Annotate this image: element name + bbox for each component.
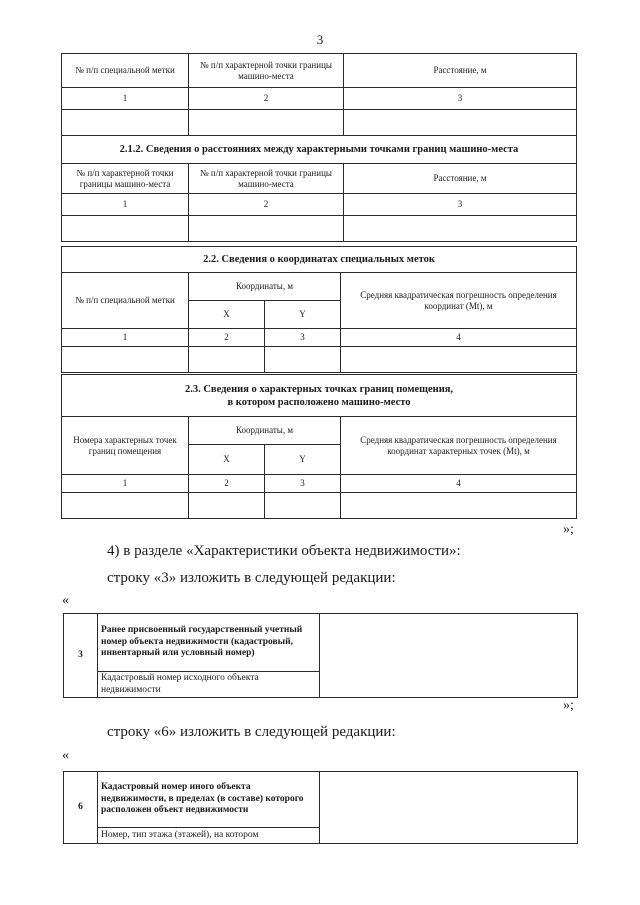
header-special-mark: № п/п специальной метки xyxy=(62,54,189,88)
header-special-mark: № п/п специальной метки xyxy=(62,273,189,329)
col-number: 2 xyxy=(189,194,344,216)
col-number: 3 xyxy=(344,194,577,216)
paragraph-row-3: строку «3» изложить в следующей редакции: xyxy=(107,570,396,586)
opening-quote: « xyxy=(62,748,69,763)
row-number: 3 xyxy=(64,614,98,698)
section-title-2-3 xyxy=(62,375,577,417)
empty-cell xyxy=(265,493,341,519)
header-distance: Расстояние, м xyxy=(344,54,577,88)
header-y: Y xyxy=(265,301,341,329)
special-marks-coordinates-table xyxy=(61,246,577,373)
empty-cell xyxy=(189,110,344,136)
paragraph-row-6: строку «6» изложить в следующей редакции: xyxy=(107,724,396,740)
header-point-b: № п/п характерной точки границы машино-места xyxy=(189,164,344,194)
empty-cell xyxy=(62,110,189,136)
value-cell xyxy=(320,772,578,844)
header-distance: Расстояние, м xyxy=(344,164,577,194)
room-points-table xyxy=(61,374,577,519)
header-coordinates: Координаты, м xyxy=(189,417,341,445)
header-y: Y xyxy=(265,445,341,475)
header-accuracy: Средняя квадратическая погрешность определения координат характерных точек (Mt), м xyxy=(341,417,577,475)
header-x: X xyxy=(189,445,265,475)
col-number: 3 xyxy=(344,88,577,110)
empty-cell xyxy=(62,347,189,373)
row-number: 6 xyxy=(64,772,98,844)
empty-cell xyxy=(344,216,577,242)
closing-quote: »; xyxy=(563,698,574,713)
empty-cell xyxy=(189,216,344,242)
empty-cell xyxy=(265,347,341,373)
page-number: 3 xyxy=(316,32,324,47)
header-x: X xyxy=(189,301,265,329)
empty-cell xyxy=(189,347,265,373)
section-title-line2: в котором расположено машино-место xyxy=(227,396,411,408)
row-6-label: Кадастровый номер иного объекта недвижимости, в пределах (в составе) которого расположен объект недвижимости xyxy=(98,772,320,828)
col-number: 1 xyxy=(62,329,189,347)
col-number: 2 xyxy=(189,475,265,493)
header-coordinates: Координаты, м xyxy=(189,273,341,301)
col-number: 4 xyxy=(341,329,577,347)
col-number: 2 xyxy=(189,329,265,347)
row-3-label: Ранее присвоенный государственный учетный номер объекта недвижимости (кадастровый, инвентарный или условный номер) xyxy=(98,614,320,672)
closing-quote: »; xyxy=(563,522,574,537)
row-6-table xyxy=(63,771,578,844)
col-number: 1 xyxy=(62,88,189,110)
col-number: 2 xyxy=(189,88,344,110)
section-title-2-2: 2.2. Сведения о координатах специальных меток xyxy=(62,247,577,273)
empty-cell xyxy=(62,493,189,519)
col-number: 3 xyxy=(265,475,341,493)
value-cell xyxy=(320,614,578,698)
header-accuracy: Средняя квадратическая погрешность определения координат (Mt), м xyxy=(341,273,577,329)
section-title-2-1-2: 2.1.2. Сведения о расстояниях между характерными точками границ машино-места xyxy=(62,136,577,164)
header-point: № п/п характерной точки границы машино-места xyxy=(189,54,344,88)
empty-cell xyxy=(62,216,189,242)
empty-cell xyxy=(341,347,577,373)
paragraph-section-4: 4) в разделе «Характеристики объекта недвижимости»: xyxy=(107,543,461,559)
row-3-sublabel: Кадастровый номер исходного объекта недвижимости xyxy=(98,672,320,698)
col-number: 1 xyxy=(62,194,189,216)
row-6-sublabel: Номер, тип этажа (этажей), на котором xyxy=(98,828,320,844)
opening-quote: « xyxy=(62,593,69,608)
header-room-points: Номера характерных точек границ помещения xyxy=(62,417,189,475)
empty-cell xyxy=(344,110,577,136)
empty-cell xyxy=(341,493,577,519)
row-3-table xyxy=(63,613,578,698)
section-title-line1: 2.3. Сведения о характерных точках границ помещения, xyxy=(184,383,454,395)
col-number: 1 xyxy=(62,475,189,493)
col-number: 4 xyxy=(341,475,577,493)
header-point-a: № п/п характерной точки границы машино-места xyxy=(62,164,189,194)
col-number: 3 xyxy=(265,329,341,347)
empty-cell xyxy=(189,493,265,519)
special-marks-distance-table xyxy=(61,53,577,242)
